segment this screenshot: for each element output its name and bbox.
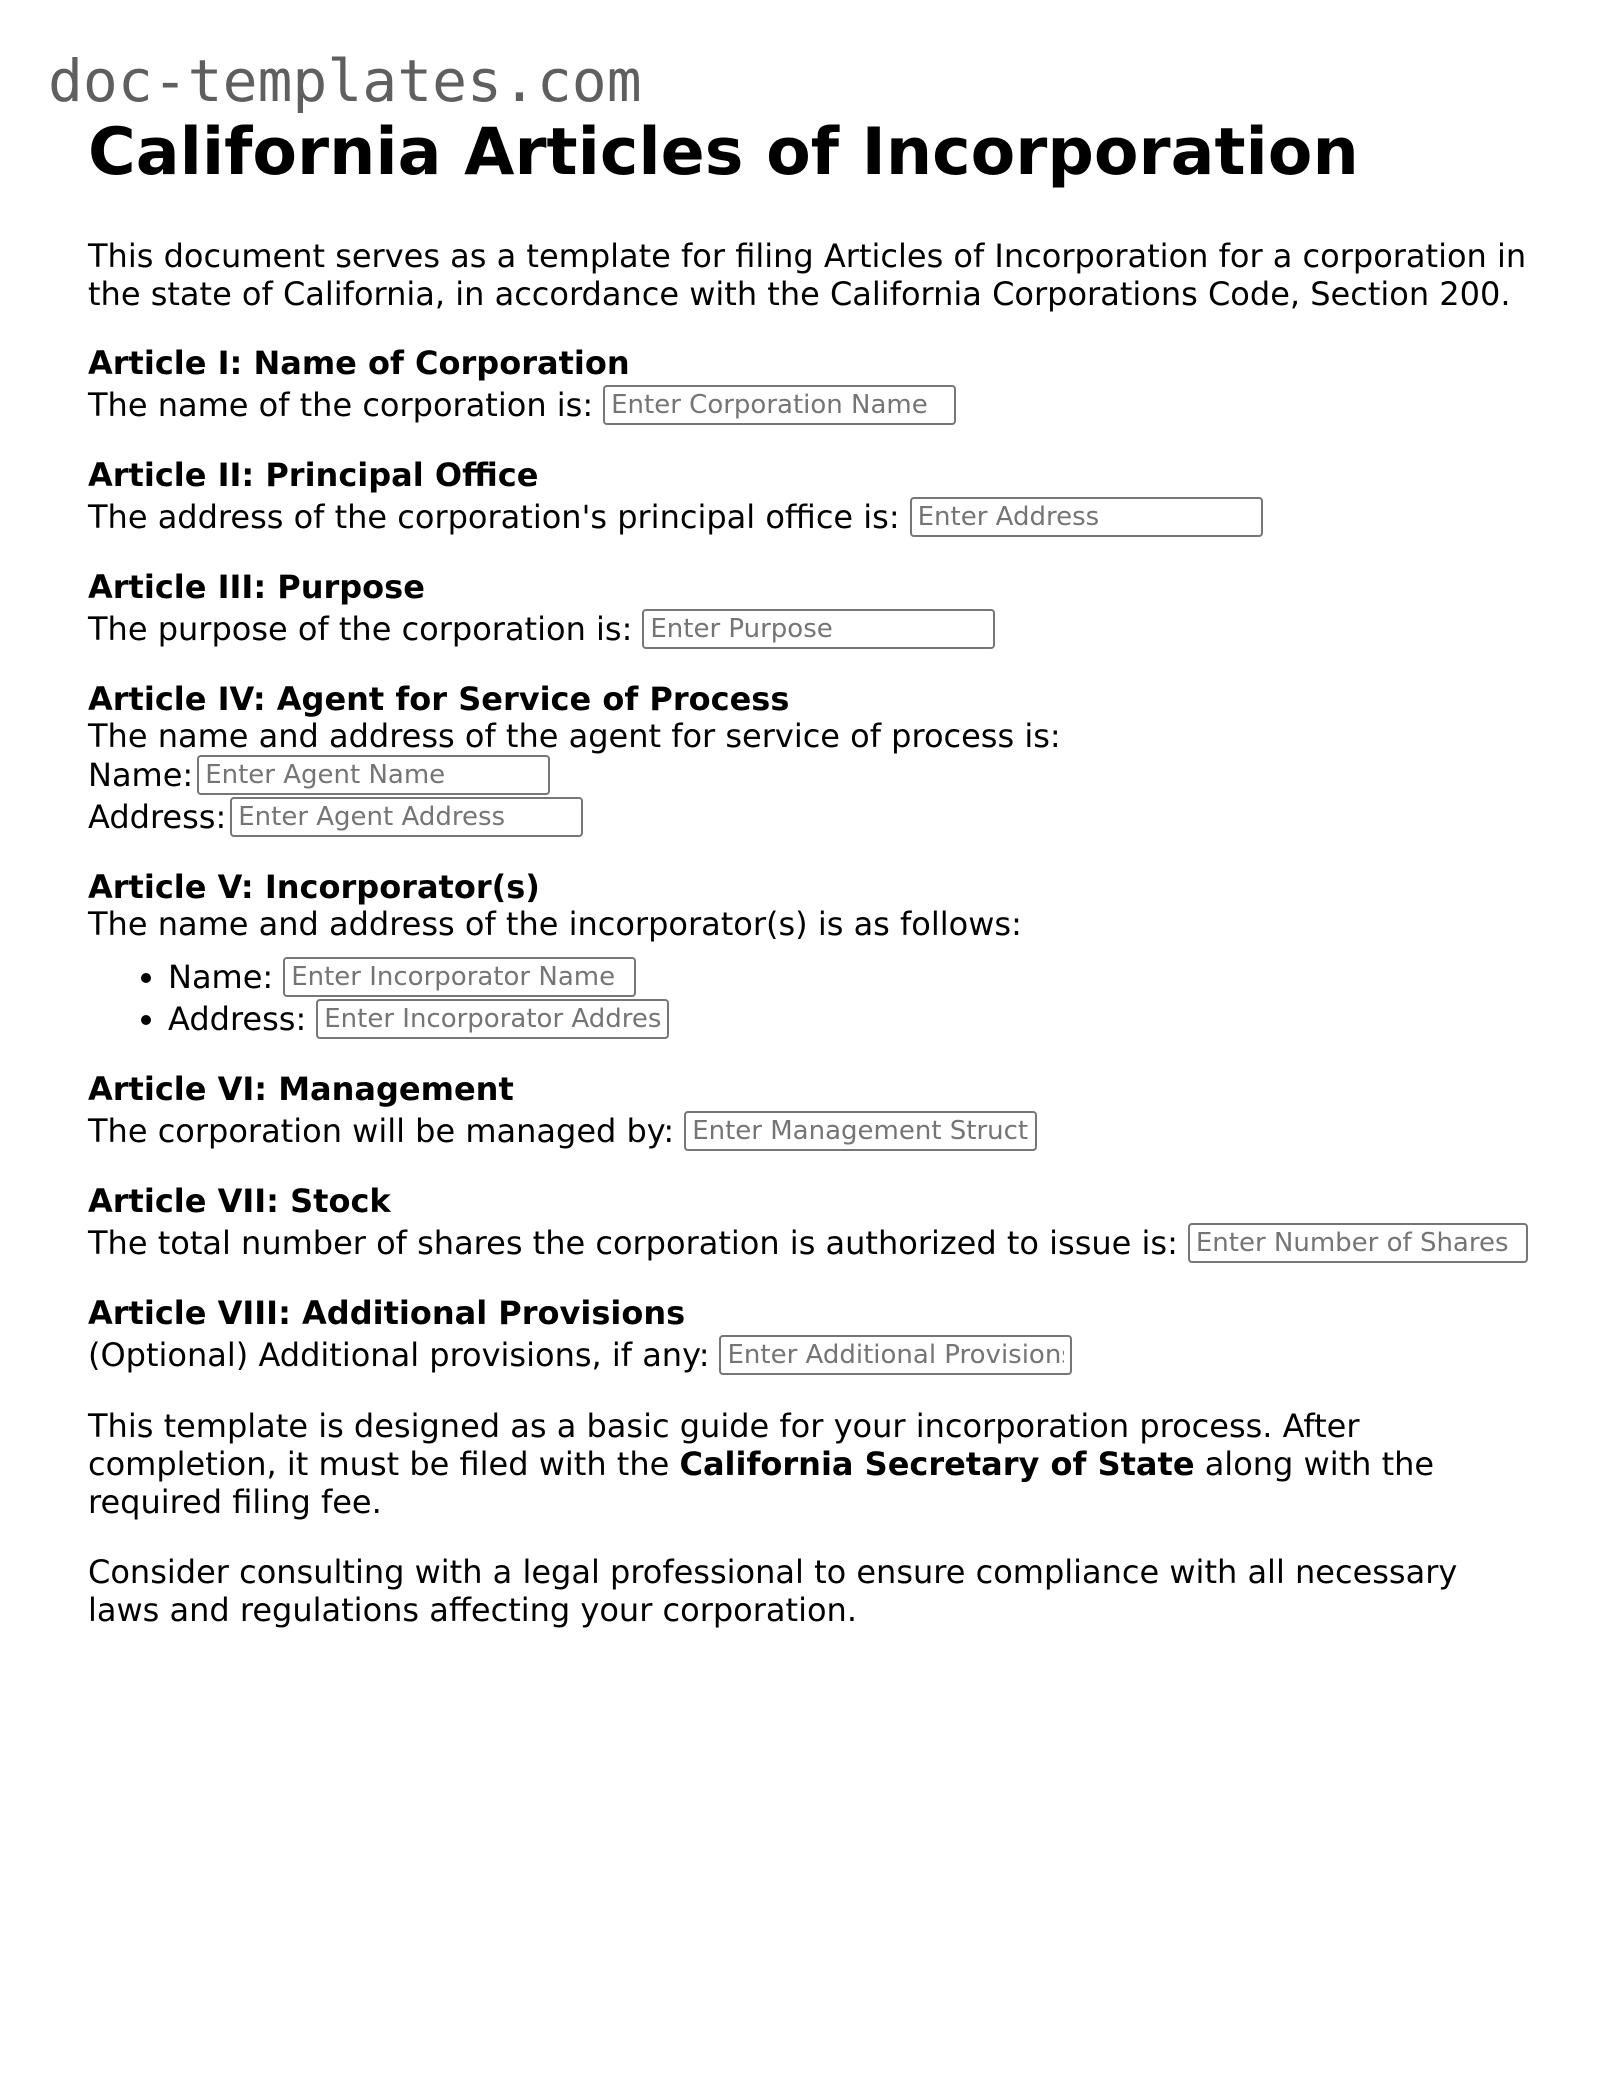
principal-office-row	[88, 497, 1528, 537]
field-label: The name of the corporation is:	[88, 385, 594, 424]
number-of-shares-input[interactable]	[1188, 1223, 1528, 1263]
incorporator-name-input[interactable]	[283, 957, 636, 997]
closing-text-end: along with the required filing fee.	[88, 1444, 1435, 1521]
watermark: doc-templates.com	[48, 47, 642, 115]
article-heading: Article V: Incorporator(s)	[88, 867, 540, 906]
list-item	[168, 957, 1528, 997]
field-label: Name:	[88, 755, 194, 794]
article-agent-section	[88, 681, 1528, 837]
field-label: • Name:	[168, 957, 274, 996]
incorporators-description: The name and address of the incorporator(s) is as follows:	[88, 904, 1022, 943]
document-body	[88, 116, 1528, 1629]
article-heading: Article I: Name of Corporation	[88, 343, 630, 382]
list-item	[168, 999, 1528, 1039]
field-label: The corporation will be managed by:	[88, 1111, 675, 1150]
field-label: The total number of shares the corporation is authorized to issue is:	[88, 1223, 1178, 1262]
closing-paragraph	[88, 1407, 1528, 1521]
article-office-section	[88, 457, 1528, 537]
incorporator-list	[88, 957, 1528, 1039]
corporation-name-row	[88, 385, 1528, 425]
article-heading: Article VIII: Additional Provisions	[88, 1293, 686, 1332]
article-heading: Article VI: Management	[88, 1069, 514, 1108]
agent-description: The name and address of the agent for service of process is:	[88, 716, 1061, 755]
agent-name-row	[88, 755, 1528, 795]
corporation-name-input[interactable]	[603, 385, 956, 425]
article-purpose-section	[88, 569, 1528, 649]
provisions-row	[88, 1335, 1528, 1375]
article-heading: Article VII: Stock	[88, 1181, 391, 1220]
field-label: Address:	[88, 797, 227, 836]
article-name-section	[88, 345, 1528, 425]
agent-address-row	[88, 797, 1528, 837]
field-label: (Optional) Additional provisions, if any:	[88, 1335, 710, 1374]
incorporator-address-input[interactable]	[316, 999, 669, 1039]
closing-text: This template is designed as a basic guide for your incorporation process. After completion, it must be filed with the	[88, 1406, 1360, 1483]
article-heading: Article III: Purpose	[88, 567, 425, 606]
management-row	[88, 1111, 1528, 1151]
field-label: The purpose of the corporation is:	[88, 609, 633, 648]
agent-address-input[interactable]	[230, 797, 583, 837]
article-management-section	[88, 1071, 1528, 1151]
page-title: California Articles of Incorporation	[88, 115, 1359, 190]
article-heading: Article II: Principal Office	[88, 455, 539, 494]
purpose-row	[88, 609, 1528, 649]
secretary-of-state-emphasis: California Secretary of State	[679, 1444, 1195, 1483]
field-label: • Address:	[168, 999, 307, 1038]
article-heading: Article IV: Agent for Service of Process	[88, 679, 790, 718]
stock-row	[88, 1223, 1528, 1263]
management-structure-input[interactable]	[684, 1111, 1037, 1151]
article-provisions-section	[88, 1295, 1528, 1375]
article-stock-section	[88, 1183, 1528, 1263]
intro-paragraph: This document serves as a template for filing Articles of Incorporation for a corporation in the state of California, in accordance with the California Corporations Code, Section 200.	[88, 236, 1527, 313]
agent-name-input[interactable]	[197, 755, 550, 795]
additional-provisions-input[interactable]	[719, 1335, 1072, 1375]
principal-office-address-input[interactable]	[910, 497, 1263, 537]
consult-paragraph: Consider consulting with a legal professional to ensure compliance with all necessary laws and regulations affecting your corporation.	[88, 1552, 1458, 1629]
article-incorporators-section	[88, 869, 1528, 1039]
field-label: The address of the corporation's principal office is:	[88, 497, 900, 536]
purpose-input[interactable]	[642, 609, 995, 649]
